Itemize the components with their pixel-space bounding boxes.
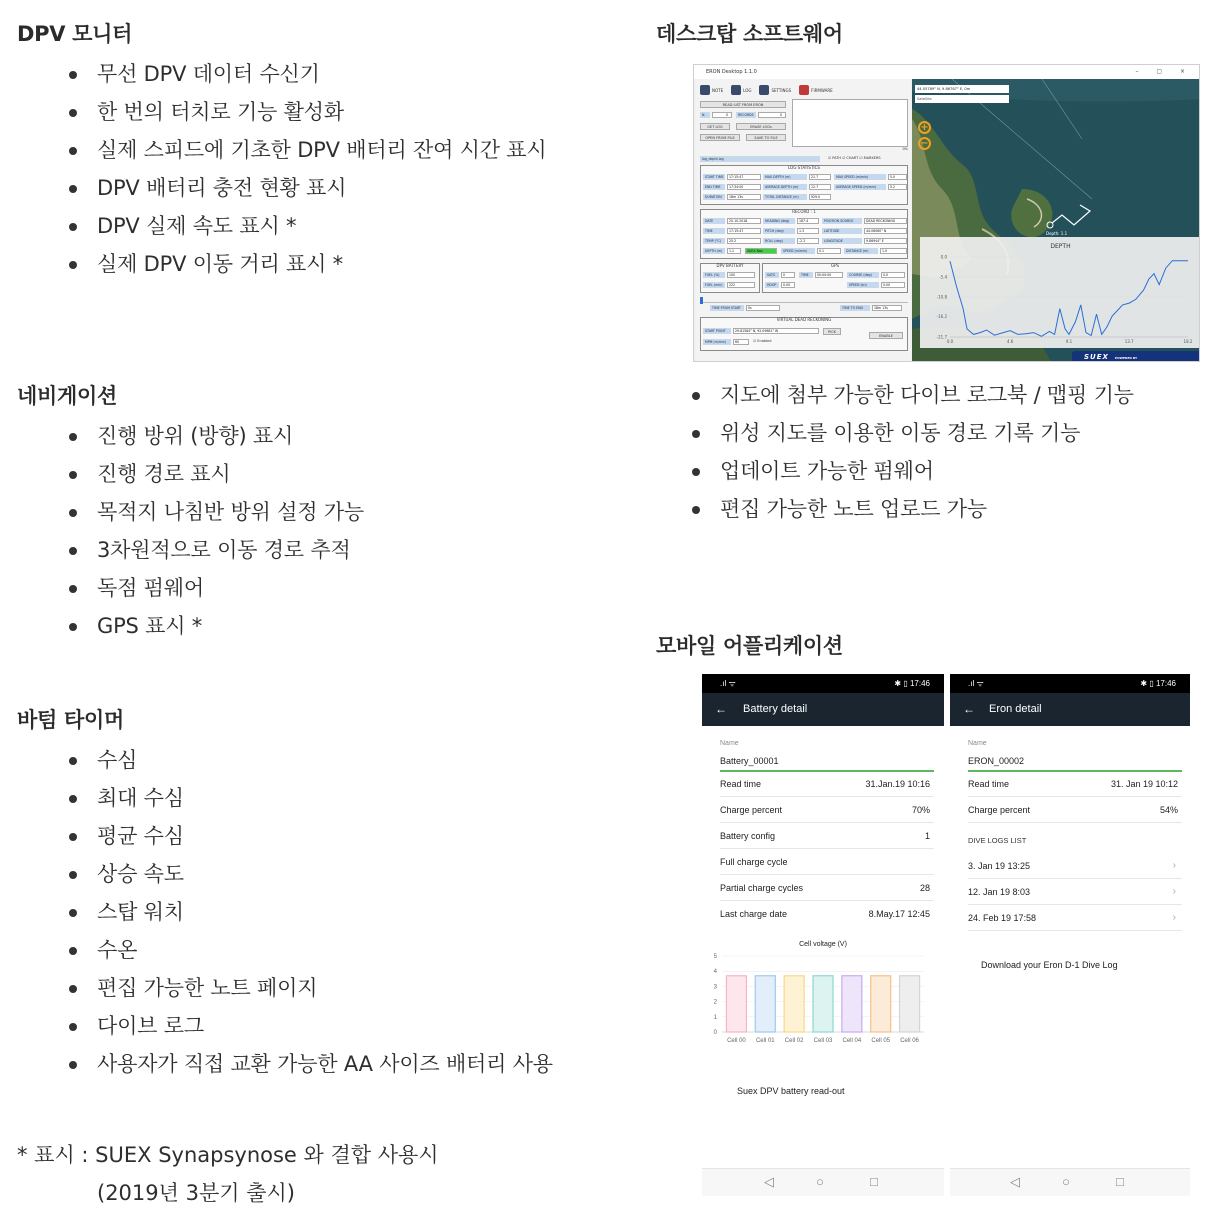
nav-recents-icon[interactable]: □	[870, 1174, 878, 1189]
enabled-checkbox[interactable]: ☑ Enabled	[753, 339, 772, 343]
desktop-feature-list	[640, 376, 1134, 528]
y-tick-label: 0.0	[940, 254, 947, 260]
record-value: 1.1	[727, 248, 741, 254]
bar	[726, 976, 746, 1032]
record-value: 1.0	[880, 248, 907, 254]
back-arrow-icon[interactable]: ←	[963, 702, 975, 716]
record-label: DEPTH (m)	[703, 248, 725, 254]
record-value: 25.10.2018	[727, 218, 761, 224]
tab-label: FIRMWARE	[811, 87, 833, 93]
list-item: 지도에 첨부 가능한 다이브 로그북 / 맵핑 기능	[640, 376, 1134, 414]
list-item: GPS 표시 *	[17, 607, 364, 645]
get-log-button[interactable]: GET LOG	[700, 123, 730, 130]
tab-settings[interactable]	[759, 83, 791, 97]
dpv-monitor-heading: DPV 모니터	[17, 22, 133, 46]
row-value: 31.Jan.19 10:16	[865, 779, 930, 789]
record-label: DISTANCE (m)	[844, 248, 878, 254]
tab-label: LOG	[743, 87, 752, 93]
list-item: 3차원적으로 이동 경로 추적	[17, 531, 364, 569]
depth-chart-title: DEPTH	[1050, 243, 1071, 250]
records-input[interactable]: 0	[758, 112, 786, 118]
firmware-icon	[799, 85, 809, 95]
chevron-right-icon: ›	[1172, 912, 1176, 923]
gps-time-value: 00:00:00	[815, 272, 843, 278]
nav-back-icon[interactable]: ◁	[764, 1174, 774, 1189]
tab-log[interactable]	[731, 83, 751, 97]
n-input[interactable]: 0	[712, 112, 732, 118]
tab-label: NOTE	[712, 87, 724, 93]
status-time: ✱ ▯ 17:46	[1140, 679, 1176, 688]
android-nav-bar	[702, 1168, 944, 1196]
list-item: 무선 DPV 데이터 수신기	[17, 55, 546, 93]
record-label: PITCH (deg)	[763, 228, 795, 234]
stat-value: 17:15:47	[727, 174, 761, 180]
window-controls[interactable]: – ▢ ×	[1135, 68, 1193, 75]
bar	[842, 976, 862, 1032]
signal-wifi-icon: .ıl ᯤ	[968, 679, 984, 688]
footnote	[17, 1136, 439, 1212]
map-layer-select[interactable]: Satellite	[915, 95, 1009, 103]
record-box	[700, 209, 908, 259]
enabled-label: Enabled	[757, 339, 772, 343]
dive-logs-header: DIVE LOGS LIST	[968, 836, 1027, 845]
tab-label: SETTINGS	[771, 87, 792, 93]
depth-series-line	[950, 261, 1188, 337]
list-item: 평균 수심	[17, 817, 553, 855]
table-row	[720, 823, 934, 849]
screen-title: Battery detail	[743, 703, 808, 715]
dive-log-date: 24. Feb 19 17:58	[968, 913, 1037, 923]
y-tick-label: -21.7	[936, 334, 947, 340]
time-from-start-value: 0s	[746, 305, 780, 311]
table-row	[720, 797, 934, 823]
dpv-monitor-section	[17, 18, 546, 283]
dead-reckoning-box	[700, 317, 908, 351]
fuel-min-label: FUEL (min)	[703, 282, 725, 288]
fuel-min-value: 222	[727, 282, 755, 288]
hdop-label: HDOP	[765, 282, 779, 288]
table-row	[968, 771, 1182, 797]
record-caption: RECORD : 1	[792, 209, 816, 214]
dpv-battery-caption: DPV BATTERY	[716, 263, 744, 268]
list-item: 편집 가능한 노트 페이지	[17, 969, 553, 1007]
record-label: DATE	[703, 218, 725, 224]
table-row	[720, 771, 934, 797]
sats-label: SATS	[765, 272, 779, 278]
window-title: ERON Desktop 1.1.0	[694, 65, 1199, 79]
list-item: 한 번의 터치로 기능 활성화	[17, 93, 546, 131]
back-arrow-icon[interactable]: ←	[715, 702, 727, 716]
row-value: 31. Jan 19 10:12	[1110, 779, 1178, 789]
timeline-slider[interactable]	[700, 297, 908, 303]
record-label: LATITUDE	[822, 228, 862, 234]
start-point-label: START POINT	[703, 328, 731, 334]
name-field[interactable]: ERON_00002	[968, 756, 1182, 772]
x-tick-label: 13.7	[1124, 339, 1134, 344]
stat-label: TOTAL DISTANCE (m)	[763, 194, 807, 200]
open-file-button[interactable]: OPEN FROM FILE	[700, 134, 740, 141]
desktop-app-screenshot	[693, 64, 1200, 362]
list-item[interactable]	[968, 905, 1182, 931]
stat-value: 17:34:00	[727, 184, 761, 190]
x-tick-label: Cell 06	[900, 1038, 919, 1044]
gear-icon	[759, 85, 769, 95]
record-label: SPEED (m/min)	[781, 248, 815, 254]
filename-field: log_depth.log	[700, 156, 820, 162]
zoom-out-icon[interactable]: −	[918, 137, 931, 150]
record-label: TIME	[703, 228, 725, 234]
tab-bar	[700, 83, 833, 97]
chevron-right-icon: ›	[1172, 860, 1176, 871]
start-point-input[interactable]: 29.81584° N, 92.09681° W	[733, 328, 819, 334]
list-item: 목적지 나침반 방위 설정 가능	[17, 493, 364, 531]
nav-back-icon[interactable]: ◁	[1010, 1174, 1020, 1189]
bottom-timer-list	[17, 741, 553, 1083]
list-item: DPV 실제 속도 표시 *	[17, 207, 546, 245]
x-tick-label: 0.0	[946, 339, 954, 344]
record-label: POSITION SOURCE	[822, 218, 862, 224]
stat-value: 5.2	[888, 184, 907, 190]
record-label: ROLL (deg)	[763, 238, 795, 244]
progress-percent: 0%	[902, 147, 908, 151]
suex-nav-indicator: SUEX Nav	[745, 248, 777, 254]
read-list-button[interactable]: READ LIST FROM ERON	[700, 101, 786, 108]
tab-note[interactable]	[700, 83, 723, 97]
list-item[interactable]	[968, 879, 1182, 905]
list-item: 편집 가능한 노트 업로드 가능	[640, 490, 1134, 528]
table-row	[720, 875, 934, 901]
chart-option: CHART	[846, 156, 859, 160]
stat-label: MAX DEPTH (m)	[763, 174, 807, 180]
gps-time-label: TIME	[799, 272, 813, 278]
bar	[755, 976, 775, 1032]
y-tick-label: 1	[713, 1014, 717, 1021]
stat-label: AVERAGE DEPTH (m)	[763, 184, 807, 190]
sats-value: 0	[781, 272, 795, 278]
list-item: 업데이트 가능한 펌웨어	[640, 452, 1134, 490]
dpv-monitor-list	[17, 55, 546, 283]
dive-log-date: 3. Jan 19 13:25	[968, 861, 1031, 871]
satellite-map[interactable]	[912, 79, 1200, 362]
fuel-pct-value: 100	[727, 272, 755, 278]
cell-voltage-title: Cell voltage (V)	[799, 941, 847, 948]
record-value: 25.2	[727, 238, 761, 244]
record-label: LONGITUDE	[822, 238, 862, 244]
mpm-input[interactable]: 60	[733, 339, 749, 345]
cell-voltage-chart	[702, 950, 944, 1050]
slider-handle[interactable]	[700, 297, 703, 304]
battery-caption: Suex DPV battery read-out	[737, 1086, 845, 1096]
list-item: 실제 스피드에 기초한 DPV 배터리 잔여 시간 표시	[17, 131, 546, 169]
stat-label: END TIME	[703, 184, 725, 190]
list-item: 수심	[17, 741, 553, 779]
record-value: 187.4	[797, 218, 819, 224]
list-item: 수온	[17, 931, 553, 969]
list-item[interactable]	[968, 853, 1182, 879]
gps-caption: GPS	[830, 263, 840, 268]
save-file-button[interactable]: SAVE TO FILE	[746, 134, 786, 141]
table-row	[720, 849, 934, 875]
row-value: 1	[924, 831, 930, 841]
row-value: 28	[919, 883, 930, 893]
row-label: Partial charge cycles	[720, 883, 804, 893]
x-tick-label: Cell 02	[784, 1038, 804, 1044]
time-from-start-label: TIME FROM START	[710, 305, 744, 311]
brand-name: SUEX	[1084, 353, 1109, 361]
record-value: 17:15:47	[727, 228, 761, 234]
log-statistics-caption: LOG STATISTICS	[788, 165, 820, 170]
dead-reckoning-caption: VIRTUAL DEAD RECKONING	[776, 317, 832, 322]
download-caption: Download your Eron D-1 Dive Log	[981, 960, 1118, 970]
course-label: COURSE (deg)	[847, 272, 879, 278]
mobile-app-heading: 모바일 어플리케이션	[656, 634, 843, 658]
app-bar	[950, 693, 1190, 726]
row-label: Full charge cycle	[720, 857, 788, 867]
chevron-right-icon: ›	[1172, 886, 1176, 897]
bottom-timer-heading: 바텀 타이머	[17, 708, 124, 732]
depth-chart	[920, 237, 1200, 348]
stat-value: 21.7	[809, 174, 831, 180]
nav-recents-icon[interactable]: □	[1116, 1174, 1124, 1189]
dive-log-date: 12. Jan 19 8:03	[968, 887, 1031, 897]
desktop-software-heading: 데스크탑 소프트웨어	[656, 22, 843, 46]
stat-value: 18m 13s	[727, 194, 761, 200]
y-tick-label: 0	[713, 1030, 717, 1036]
record-value: DEAD RECKONING	[864, 218, 907, 224]
stat-value: 12.7	[809, 184, 831, 190]
log-pane	[696, 79, 911, 362]
bar	[784, 976, 804, 1032]
pick-button[interactable]: PICK	[823, 328, 841, 335]
status-bar	[702, 674, 944, 693]
android-nav-bar	[950, 1168, 1190, 1196]
y-tick-label: 2	[713, 999, 717, 1006]
nav-home-icon[interactable]: ○	[1062, 1174, 1070, 1189]
gps-speed-value: 0.00	[881, 282, 905, 288]
list-item: 실제 DPV 이동 거리 표시 *	[17, 245, 546, 283]
course-value: 0.0	[881, 272, 905, 278]
record-value: 9.86944° E	[864, 238, 907, 244]
log-list-box[interactable]	[792, 99, 908, 147]
footnote-line1: * 표시 : SUEX Synapsynose 와 결합 사용시	[17, 1143, 439, 1167]
record-value: 1.3	[797, 228, 819, 234]
x-tick-label: Cell 03	[813, 1038, 833, 1044]
navigation-section	[17, 380, 364, 645]
mpm-label: MPM (m/min)	[703, 339, 731, 345]
app-bar	[702, 693, 944, 726]
list-item: 사용자가 직접 교환 가능한 AA 사이즈 배터리 사용	[17, 1045, 553, 1083]
eron-detail-phone	[950, 674, 1190, 1204]
depth-marker: Depth: 1.1	[1046, 231, 1068, 236]
display-options[interactable]: ☑ PATH ☑ CHART ☑ MARKERS	[828, 156, 881, 160]
bar	[813, 976, 833, 1032]
zoom-in-icon[interactable]: +	[918, 121, 931, 134]
x-tick-label: 18.2	[1183, 339, 1193, 344]
dpv-battery-box	[700, 263, 760, 293]
status-time: ✱ ▯ 17:46	[894, 679, 930, 688]
y-tick-label: -5.4	[939, 274, 947, 280]
list-item: 진행 경로 표시	[17, 455, 364, 493]
y-tick-label: 3	[713, 984, 717, 991]
path-option: PATH	[832, 156, 842, 160]
record-label: HEADING (deg)	[763, 218, 795, 224]
record-label: TEMP (°C)	[703, 238, 725, 244]
name-field[interactable]: Battery_00001	[720, 756, 934, 772]
record-value: -2.2	[797, 238, 819, 244]
name-label: Name	[720, 740, 739, 747]
x-tick-label: 4.6	[1006, 339, 1014, 344]
row-value: 8.May.17 12:45	[868, 909, 930, 919]
table-row	[968, 797, 1182, 823]
erase-logs-button[interactable]: ERASE LOGs	[736, 123, 786, 130]
fuel-pct-label: FUEL (%)	[703, 272, 725, 278]
record-value: 44.06060° N	[864, 228, 907, 234]
depth-chart-svg	[920, 237, 1200, 348]
row-label: Battery config	[720, 831, 776, 841]
x-tick-label: Cell 00	[727, 1038, 746, 1044]
list-item: 최대 수심	[17, 779, 553, 817]
hdop-value: 0.00	[781, 282, 795, 288]
x-tick-label: Cell 05	[871, 1038, 891, 1044]
row-label: Charge percent	[968, 805, 1031, 815]
x-tick-label: 9.1	[1065, 339, 1073, 344]
row-value: 54%	[1159, 805, 1178, 815]
x-tick-label: Cell 01	[755, 1038, 775, 1044]
row-label: Read time	[968, 779, 1010, 789]
record-value: 0.1	[817, 248, 841, 254]
stat-label: START TIME	[705, 175, 724, 179]
markers-option: MARKERS	[863, 156, 881, 160]
screen-title: Eron detail	[989, 703, 1042, 715]
n-label: N.	[700, 112, 710, 118]
row-value: 70%	[911, 805, 930, 815]
status-bar	[950, 674, 1190, 693]
tab-firmware[interactable]	[799, 83, 833, 97]
x-tick-label: Cell 04	[842, 1038, 862, 1044]
nav-home-icon[interactable]: ○	[816, 1174, 824, 1189]
table-row	[720, 901, 934, 927]
y-tick-label: -16.2	[936, 314, 947, 320]
row-label: Read time	[720, 779, 762, 789]
time-to-end-value: 18m 13s	[872, 305, 902, 311]
name-label: Name	[968, 740, 987, 747]
gps-speed-label: SPEED (kn)	[847, 282, 879, 288]
footnote-line2: (2019년 3분기 출시)	[97, 1181, 295, 1205]
suex-logo	[1072, 351, 1200, 362]
navigation-list	[17, 417, 364, 645]
y-tick-label: 4	[713, 969, 717, 976]
signal-wifi-icon: .ıl ᯤ	[720, 679, 736, 688]
list-item: 스탑 워치	[17, 893, 553, 931]
stat-value: 5.0	[888, 174, 907, 180]
list-item: DPV 배터리 충전 현황 표시	[17, 169, 546, 207]
list-item: 진행 방위 (방향) 표시	[17, 417, 364, 455]
brand-sub: POWERED BY	[1114, 356, 1138, 360]
list-item: 위성 지도를 이용한 이동 경로 기록 기능	[640, 414, 1134, 452]
list-item: 상승 속도	[17, 855, 553, 893]
navigation-heading: 네비게이션	[17, 384, 117, 408]
log-icon	[731, 85, 741, 95]
row-label: Last charge date	[720, 909, 788, 919]
y-tick-label: -10.8	[936, 294, 947, 300]
list-item: 다이브 로그	[17, 1007, 553, 1045]
records-label: RECORDS	[736, 112, 756, 118]
enable-button[interactable]: ENABLE	[869, 332, 903, 339]
y-tick-label: 5	[713, 954, 717, 960]
row-label: Charge percent	[720, 805, 783, 815]
stat-label: AVERAGE SPEED (m/min)	[834, 184, 886, 190]
log-statistics-box	[700, 165, 908, 205]
bar	[871, 976, 891, 1032]
bottom-timer-section	[17, 704, 553, 1083]
bar	[900, 976, 920, 1032]
map-coordinates: 44.05789° N, 9.86787° E, 0m	[915, 85, 1009, 93]
stat-label: DURATION	[703, 194, 725, 200]
list-item: 독점 펌웨어	[17, 569, 364, 607]
note-icon	[700, 85, 710, 95]
stat-value: 929.0	[809, 194, 831, 200]
time-to-end-label: TIME TO END	[840, 305, 870, 311]
gps-box	[762, 263, 908, 293]
stat-label: MAX SPEED (m/min)	[834, 174, 886, 180]
battery-detail-phone	[702, 674, 944, 1204]
